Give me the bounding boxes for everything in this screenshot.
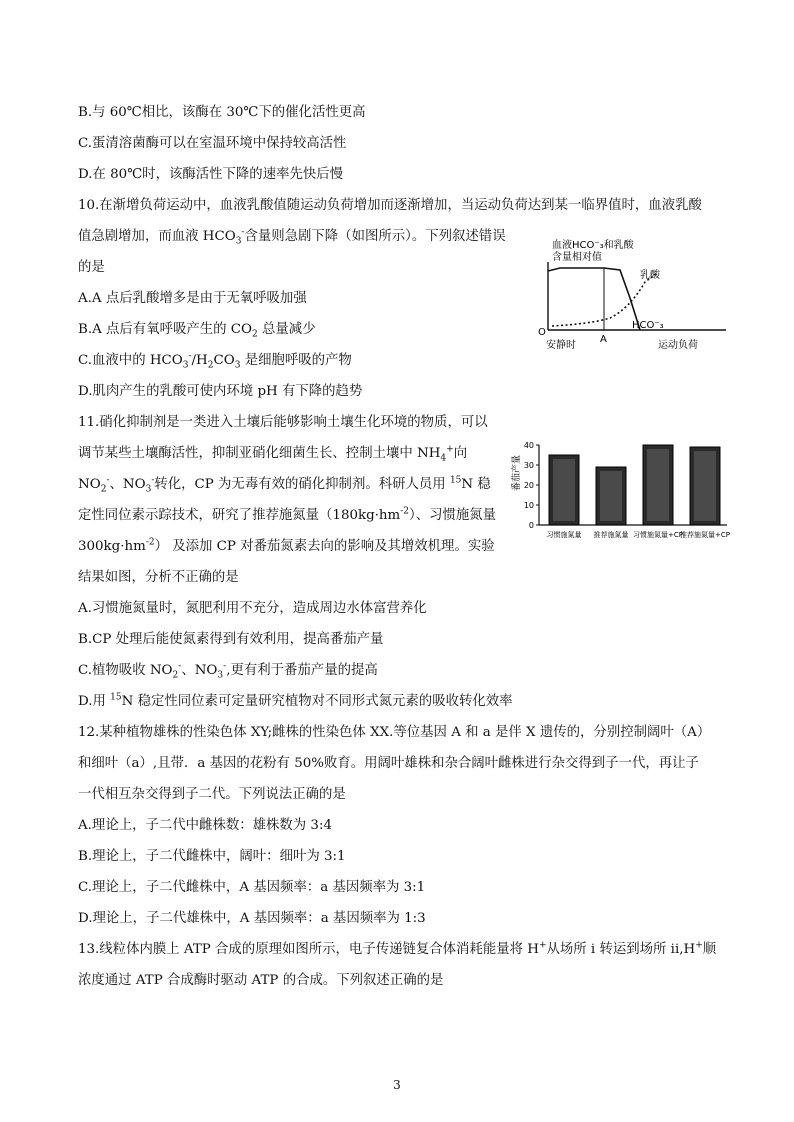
option-d-q10: D.肌肉产生的乳酸可使内环境 pH 有下降的趋势 xyxy=(78,384,363,399)
category-label: 习惯施氮量+CP xyxy=(633,531,683,539)
option-c-q11: C.植物吸收 $NO_2^-$、$NO_3^-$,更有利于番茄产量的提高 xyxy=(78,661,378,681)
question-12-stem-3: 一代相互杂交得到子二代。下列说法正确的是 xyxy=(78,787,346,802)
y-tick-label: 40 xyxy=(523,441,534,450)
chart2-ylabel: 番茄产量 xyxy=(512,454,522,492)
bar-inner-1 xyxy=(553,459,575,521)
category-label: 推荐施氮量+CP xyxy=(680,531,730,539)
chart1-ylabel-1: 血液HCO⁻₃和乳酸 xyxy=(552,240,634,251)
y-tick-label: 0 xyxy=(528,521,534,530)
origin-label: O xyxy=(538,327,546,338)
option-b-q12: B.理论上，子二代雌株中，阔叶：细叶为 3:1 xyxy=(78,849,346,864)
option-b-q9: B.与 60℃相比，该酶在 30℃下的催化活性更高 xyxy=(78,105,366,120)
chart1-xlabel: 运动负荷 xyxy=(658,340,698,351)
option-a-q11: A.习惯施氮量时，氮肥利用不充分，造成周边水体富营养化 xyxy=(78,601,427,616)
question-13-stem: 13.线粒体内膜上 ATP 合成的原理如图所示，电子传递链复合体消耗能量将 H+从场所 i 转运到场所 ii,H+顺 xyxy=(78,940,717,957)
option-c-q12: C.理论上，子二代雌株中，A 基因频率：a 基因频率为 3:1 xyxy=(78,880,426,895)
y-tick-label: 10 xyxy=(523,501,534,510)
option-d-q9: D.在 80℃时，该酶活性下降的速率先快后慢 xyxy=(78,167,344,182)
lactate-label: 乳酸 xyxy=(640,270,660,281)
question-10-stem-2: 值急剧增加，而血液 $HCO_3^-$含量则急剧下降（如图所示）。下列叙述错误 xyxy=(78,227,506,247)
chart1-ylabel-2: 含量相对值 xyxy=(552,252,602,263)
category-label: 习惯施氮量 xyxy=(546,531,582,539)
question-11-stem-2: 调节某些土壤酶活性，抑制亚硝化细菌生长、控制土壤中 $NH_4^+$向 xyxy=(78,444,468,464)
option-c-q9: C.蛋清溶菌酶可以在室温环境中保持较高活性 xyxy=(78,136,347,151)
hco3-label: HCO⁻₃ xyxy=(632,320,664,331)
question-12-stem-2: 和细叶（a）,且带．a 基因的花粉有 50%败育。用阔叶雄株和杂合阔叶雌株进行杂交得到子一代，再让子 xyxy=(78,756,699,771)
question-10-stem: 10.在渐增负荷运动中，血液乳酸值随运动负荷增加而逐渐增加，当运动负荷达到某一临界值时，血液乳酸 xyxy=(78,198,702,213)
question-11-stem-5: $300kg\cdot hm^{-2}$） 及添加 CP 对番茄氮素去向的影响及其增效机理。实验 xyxy=(78,537,495,554)
question-12-stem: 12.某种植物雄株的性染色体 XY;雌株的性染色体 XX.等位基因 A 和 a 是伴 X 遗传的，分别控制阔叶（A） xyxy=(78,725,711,740)
option-c-q10: C.血液中的 $HCO_3^-/H_2CO_3$ 是细胞呼吸的产物 xyxy=(78,351,352,371)
option-d-q11: D.用 $^{15}$N 稳定性同位素可定量研究植物对不同形式氮元素的吸收转化效率 xyxy=(78,692,513,709)
tomato-yield-bar-chart xyxy=(505,425,730,545)
lactate-hco3-chart xyxy=(530,238,730,360)
bar-inner-2 xyxy=(600,471,622,521)
category-label: 推荐施氮量 xyxy=(593,531,629,539)
question-13-stem-2: 浓度通过 ATP 合成酶时驱动 ATP 的合成。下列叙述正确的是 xyxy=(78,973,444,988)
question-11-stem: 11.硝化抑制剂是一类进入土壤后能够影响土壤生化环境的物质，可以 xyxy=(78,415,488,430)
option-a-q10: A.A 点后乳酸增多是由于无氧呼吸加强 xyxy=(78,291,307,306)
option-b-q11: B.CP 处理后能使氮素得到有效利用，提高番茄产量 xyxy=(78,632,384,647)
hco3-series-line xyxy=(548,268,640,330)
question-11-stem-4: 定性同位素示踪技术，研究了推荐施氮量$(180kg\cdot hm^{-2})$、习惯施氮量 xyxy=(78,506,497,523)
x-rest-label: 安静时 xyxy=(546,340,576,351)
option-a-q12: A.理论上，子二代中雌株数：雄株数为 3:4 xyxy=(78,818,332,833)
y-tick-label: 30 xyxy=(523,461,534,470)
question-11-stem-3: $NO_2^-$、$NO_3^-$转化，CP 为无毒有效的硝化抑制剂。科研人员用 $^{15}$N 稳 xyxy=(78,475,491,495)
bar-inner-4 xyxy=(694,451,716,521)
question-11-stem-6: 结果如图，分析不正确的是 xyxy=(78,570,239,585)
x-a-label: A xyxy=(600,334,607,345)
option-d-q12: D.理论上，子二代雄株中，A 基因频率：a 基因频率为 1:3 xyxy=(78,911,426,926)
option-b-q10: B.A 点后有氧呼吸产生的 $CO_2$ 总量减少 xyxy=(78,322,316,340)
y-tick-label: 20 xyxy=(523,481,534,490)
question-10-stem-3: 的是 xyxy=(78,260,105,275)
bar-inner-3 xyxy=(647,449,669,521)
page-number: 3 xyxy=(393,1078,401,1092)
